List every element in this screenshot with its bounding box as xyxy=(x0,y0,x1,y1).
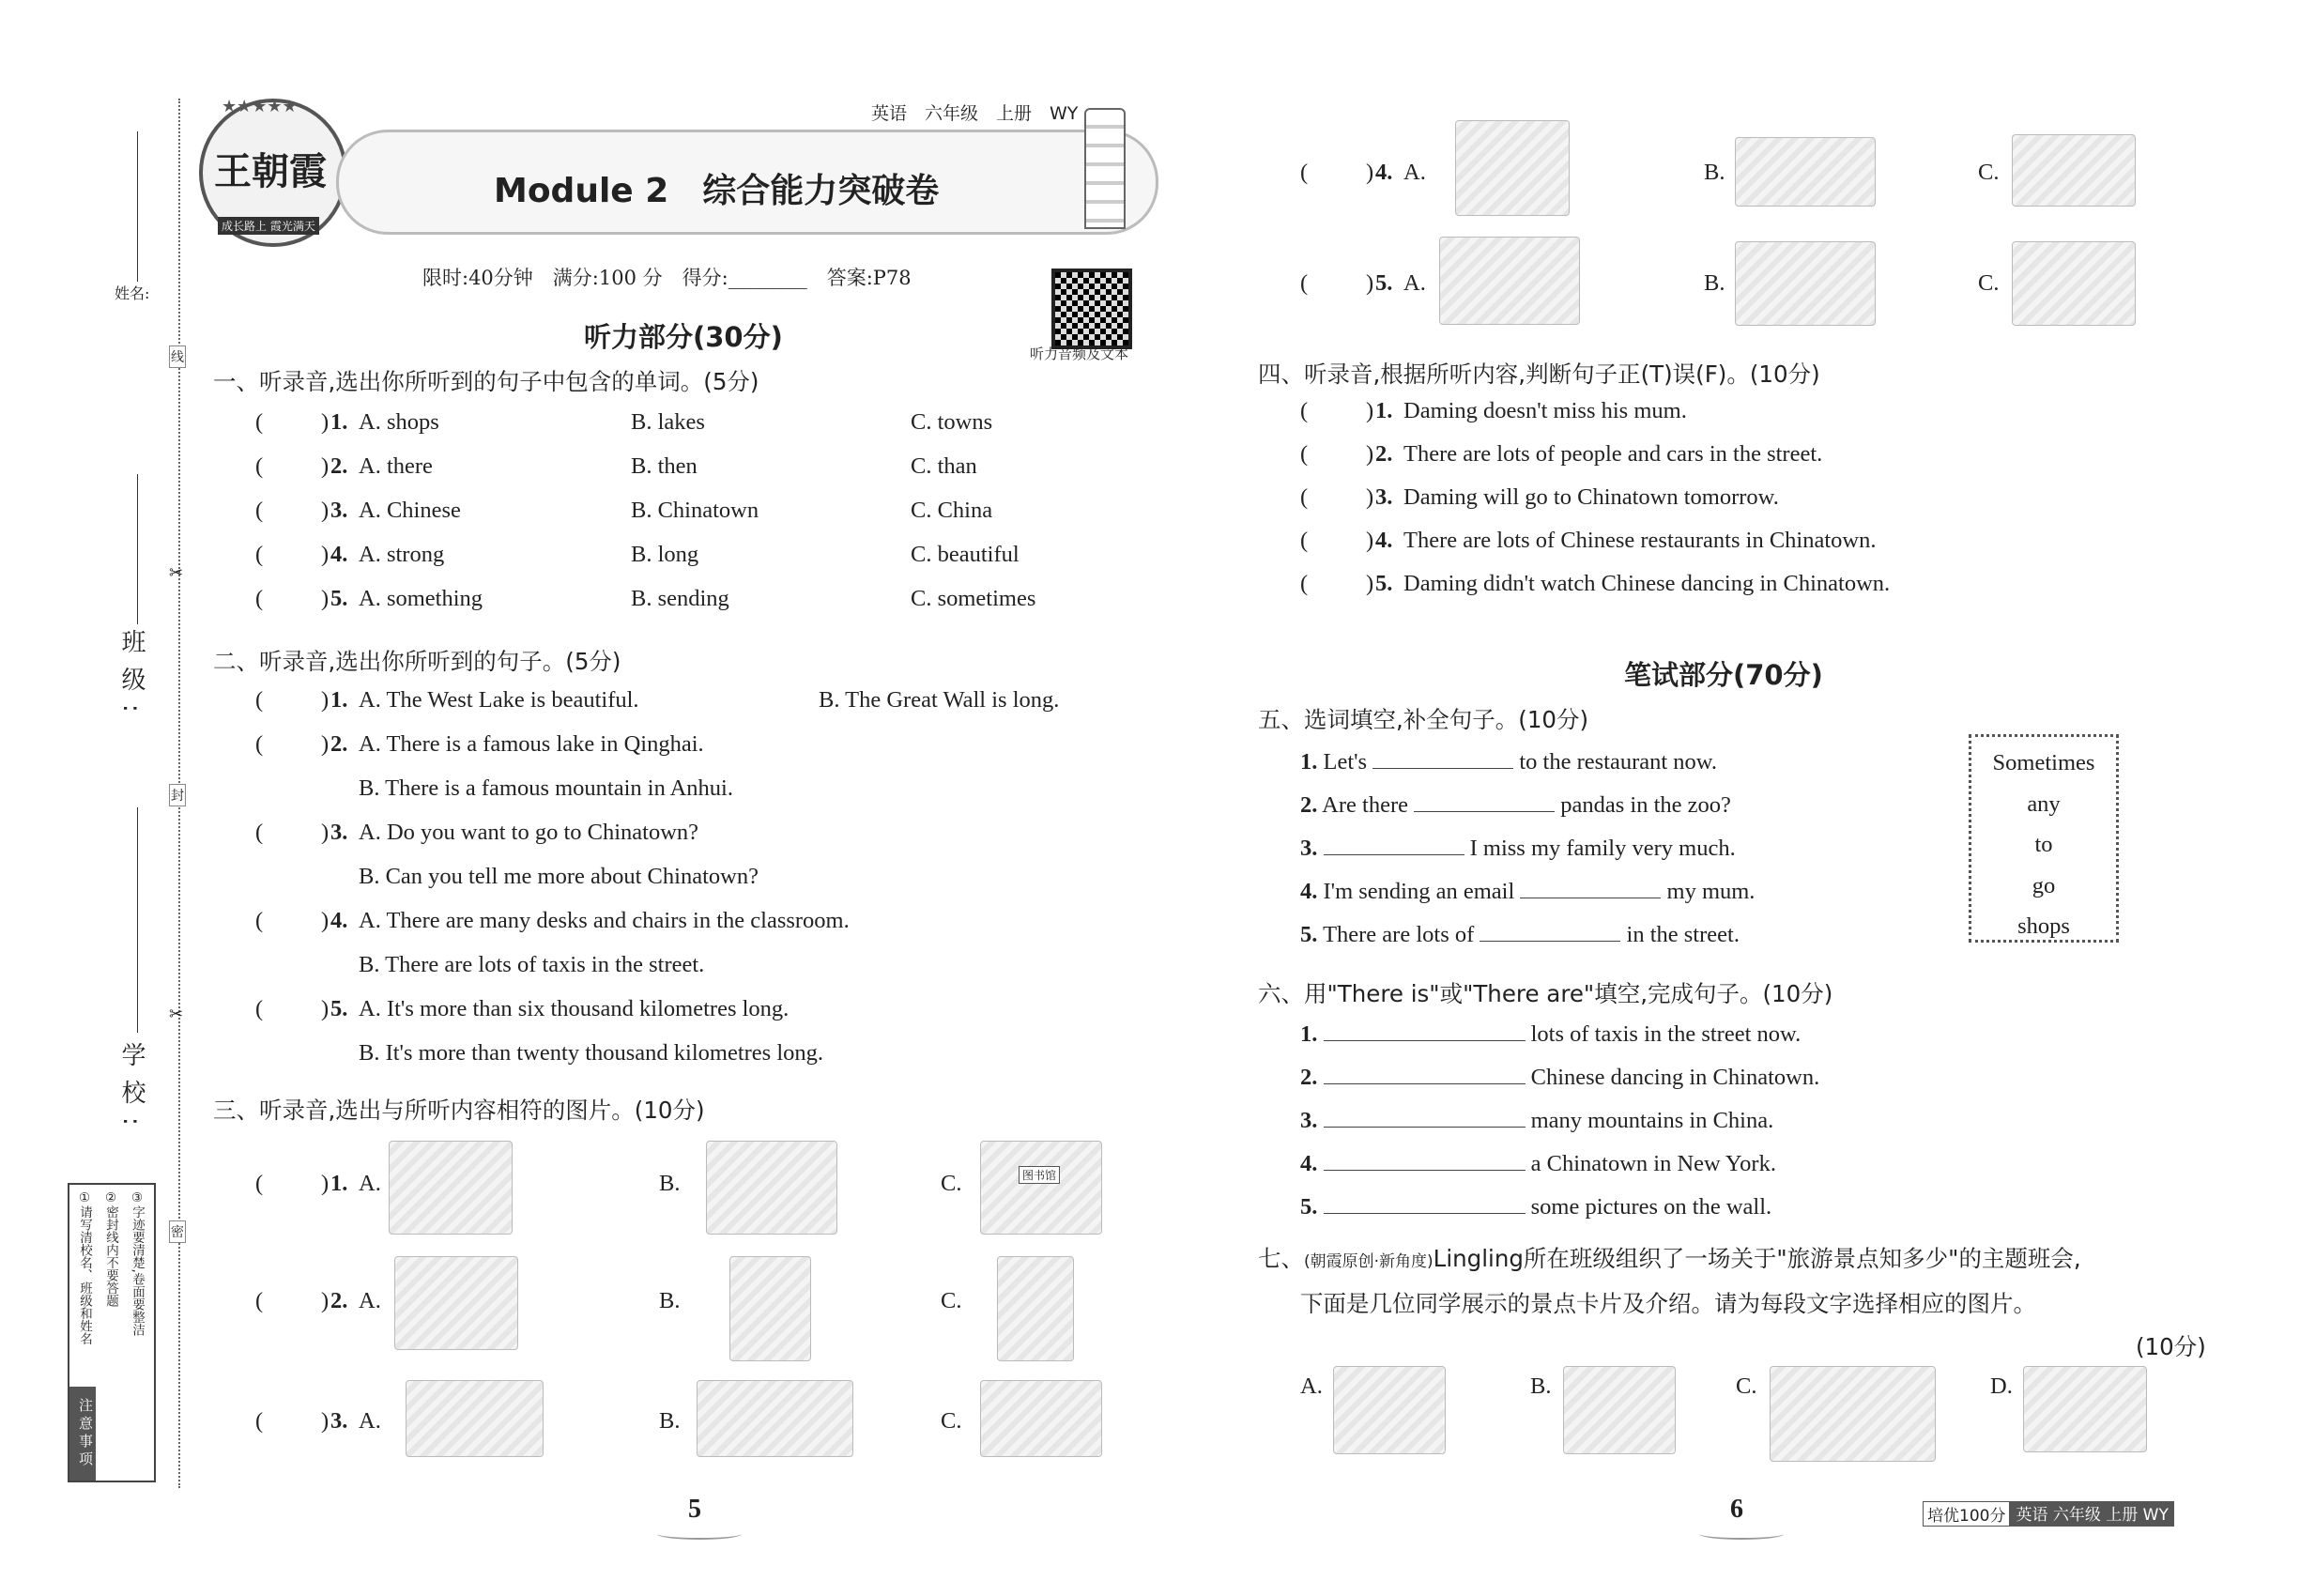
s4-items xyxy=(1300,398,2126,614)
q-num: 3. xyxy=(1300,836,1318,861)
q-num: 2. xyxy=(330,453,348,479)
sentence-end: a Chinatown in New York. xyxy=(1530,1151,1776,1176)
s1-row-1: ( ) 1. A. shops B. lakes C. towns xyxy=(255,409,993,435)
badge-meta: 英语 六年级 上册 WY xyxy=(2010,1501,2173,1527)
statement: Daming doesn't miss his mum. xyxy=(1403,398,1687,423)
q-num: 1. xyxy=(1300,749,1318,775)
name-label: 姓名: xyxy=(115,284,150,302)
option-b: B. lakes xyxy=(631,409,705,435)
name-line[interactable] xyxy=(137,131,138,282)
fill-item xyxy=(1300,1194,1957,1237)
q-num: 2. xyxy=(1300,792,1318,818)
option-b: B. then xyxy=(631,453,698,479)
beach-picture[interactable] xyxy=(1455,120,1570,216)
sentence-end: some pictures on the wall. xyxy=(1530,1194,1772,1220)
tf-item: ( ) 3. Daming will go to Chinatown tomorrow. xyxy=(1300,484,1779,510)
tf-item: ( ) 2. There are lots of people and cars in the street. xyxy=(1300,441,1823,467)
q-num: 5. xyxy=(330,996,348,1021)
q-num: 2. xyxy=(330,731,348,757)
word-bank-item: go xyxy=(2032,872,2056,898)
q-num: 5. xyxy=(1300,922,1318,947)
s1-row-2: ( ) 2. A. there B. then C. than xyxy=(255,453,977,479)
option-b-label: B. xyxy=(1530,1373,1552,1399)
word-bank-item: shops xyxy=(2017,913,2070,939)
city-skyline-picture[interactable] xyxy=(2012,134,2136,207)
answer-paren[interactable]: ( xyxy=(1300,571,1309,596)
tf-item: ( ) 4. There are lots of Chinese restaurants in Chinatown. xyxy=(1300,528,1877,553)
tower-bridge-picture[interactable] xyxy=(697,1380,853,1457)
brand-logo xyxy=(199,99,347,247)
notice-title: 注意事项 xyxy=(69,1387,96,1481)
dash-char-1: 线 xyxy=(169,345,186,368)
option-c: C. China xyxy=(911,498,993,523)
s2-q2: ( ) 2. A. There is a famous lake in Qinghai. B. There is a famous mountain in Anhui. xyxy=(255,731,733,801)
dash-char-3: 密 xyxy=(169,1220,186,1243)
palace-picture[interactable] xyxy=(406,1380,544,1457)
fill-item xyxy=(1300,922,1910,965)
option-a: A. It's more than six thousand kilometres long. xyxy=(359,996,790,1021)
footer-badge xyxy=(1923,1501,2174,1527)
s7-options xyxy=(1300,1366,2145,1469)
option-c-label: C. xyxy=(1736,1373,1757,1399)
option-a-label: A. xyxy=(359,1408,381,1434)
option-c-label: C. xyxy=(1978,270,2000,296)
binding-margin xyxy=(0,0,188,1596)
s2-q1: ( ) 1. A. The West Lake is beautiful. B. The Great Wall is long. xyxy=(255,687,1060,713)
q-num: 1. xyxy=(1375,398,1393,423)
q-num: 4. xyxy=(330,542,348,567)
answer-blank[interactable] xyxy=(1520,879,1661,898)
option-a-label: A. xyxy=(1300,1373,1323,1399)
answer-blank[interactable] xyxy=(1324,1151,1526,1171)
answer-paren[interactable]: ( xyxy=(255,687,264,713)
class-line[interactable] xyxy=(137,474,138,624)
option-c-label: C. xyxy=(941,1288,962,1313)
answer-paren[interactable]: ( xyxy=(255,820,264,845)
option-c: C. than xyxy=(911,453,977,479)
s6-items xyxy=(1300,1021,1957,1237)
option-a-label: A. xyxy=(359,1288,381,1313)
q-num: 3. xyxy=(330,498,348,523)
answer-paren[interactable]: ( xyxy=(1300,160,1309,185)
answer-blank[interactable] xyxy=(1480,922,1620,942)
word-bank-item: any xyxy=(2027,790,2061,817)
notice-line-2: ②密封线内不要答题 xyxy=(103,1190,118,1307)
answer-blank[interactable] xyxy=(1372,749,1513,769)
option-c: C. beautiful xyxy=(911,542,1020,567)
answer-blank[interactable] xyxy=(1324,1065,1526,1084)
class-label: 班级: xyxy=(117,629,146,726)
statement: There are lots of people and cars in the street. xyxy=(1403,441,1823,467)
s3-row-4: ( ) 4. A. B. C. xyxy=(1300,120,2164,223)
s2-q3: ( ) 3. A. Do you want to go to Chinatown? B. Can you tell me more about Chinatown? xyxy=(255,820,759,889)
scissor-icon: ✂ xyxy=(169,563,184,583)
page-number-right: 6 xyxy=(1730,1495,1743,1524)
office-picture[interactable] xyxy=(706,1141,837,1235)
option-a: A. something xyxy=(359,586,483,611)
classroom-picture[interactable] xyxy=(389,1141,513,1235)
statement: Daming didn't watch Chinese dancing in Chinatown. xyxy=(1403,571,1891,596)
s2-q4: ( ) 4. A. There are many desks and chairs in the classroom. B. There are lots of taxis in the street. xyxy=(255,908,850,977)
option-c-label: C. xyxy=(941,1171,962,1196)
answer-paren[interactable]: ( xyxy=(1300,398,1309,423)
q-num: 1. xyxy=(330,687,348,713)
sentence-start: There are lots of xyxy=(1323,922,1475,947)
sentence-end: pandas in the zoo? xyxy=(1560,792,1731,818)
q-num: 1. xyxy=(330,1171,348,1196)
q-num: 1. xyxy=(330,409,348,435)
star-icons: ★★★★★ xyxy=(222,97,298,116)
option-d-label: D. xyxy=(1990,1373,2013,1399)
statement: There are lots of Chinese restaurants in Chinatown. xyxy=(1403,528,1877,553)
scenic-picture-b[interactable] xyxy=(1563,1366,1676,1454)
qr-code[interactable] xyxy=(1051,269,1132,349)
answer-paren[interactable]: ( xyxy=(255,731,264,757)
option-b: B. Chinatown xyxy=(631,498,759,523)
sentence-end: my mum. xyxy=(1666,879,1756,904)
sentence-end: in the street. xyxy=(1626,922,1740,947)
section-2-heading: 二、听录音,选出你所听到的句子。(5分) xyxy=(213,648,621,675)
answer-blank[interactable] xyxy=(1324,836,1464,855)
section-7-score: (10分) xyxy=(2136,1333,2206,1360)
option-a: A. Chinese xyxy=(359,498,461,523)
scenic-picture-d[interactable] xyxy=(2023,1366,2147,1452)
q-num: 4. xyxy=(1300,879,1318,904)
word-bank-item: Sometimes xyxy=(1992,750,2095,775)
answer-paren[interactable]: ( xyxy=(1300,270,1309,296)
option-a-label: A. xyxy=(1403,270,1426,296)
option-a: A. There is a famous lake in Qinghai. xyxy=(359,731,704,757)
s1-row-3: ( ) 3. A. Chinese B. Chinatown C. China xyxy=(255,498,993,523)
tf-item: ( ) 1. Daming doesn't miss his mum. xyxy=(1300,398,1687,423)
q-num: 3. xyxy=(330,1408,348,1434)
word-bank-item: to xyxy=(2034,832,2053,857)
section-7-tag: (朝霞原创·新角度) xyxy=(1304,1252,1434,1271)
answer-paren[interactable]: ( xyxy=(255,453,264,479)
school-label: 学校: xyxy=(117,1042,146,1139)
option-a: A. There are many desks and chairs in the classroom. xyxy=(359,908,850,933)
q-num: 5. xyxy=(1375,270,1393,296)
sentence-end: lots of taxis in the street now. xyxy=(1530,1021,1802,1047)
answer-blank[interactable] xyxy=(1414,792,1555,812)
q-num: 4. xyxy=(1375,528,1393,553)
section-3-heading: 三、听录音,选出与所听内容相符的图片。(10分) xyxy=(213,1097,705,1124)
option-a-label: A. xyxy=(359,1171,381,1196)
section-7-line2: 下面是几位同学展示的景点卡片及介绍。请为每段文字选择相应的图片。 xyxy=(1300,1290,2036,1317)
option-a: A. The West Lake is beautiful. xyxy=(359,687,639,713)
s3-row-1: ( ) 1. A. B. C. 图书馆 xyxy=(255,1141,1119,1244)
s1-rows xyxy=(255,409,1100,630)
answer-paren[interactable]: ( xyxy=(255,908,264,933)
q-num: 4. xyxy=(330,908,348,933)
q-num: 5. xyxy=(1375,571,1393,596)
option-c-label: C. xyxy=(941,1408,962,1434)
logo-text: 王朝霞 xyxy=(214,149,327,193)
option-b: B. There are lots of taxis in the street. xyxy=(359,952,705,977)
library-sign: 图书馆 xyxy=(1019,1166,1060,1184)
s3-row-3: ( ) 3. A. B. C. xyxy=(255,1380,1119,1474)
sentence-start: I'm sending an email xyxy=(1323,879,1515,904)
option-b-label: B. xyxy=(1704,270,1725,296)
page-title: Module 2 综合能力突破卷 xyxy=(494,172,940,210)
fill-item xyxy=(1300,879,1910,922)
word-bank xyxy=(1969,734,2119,943)
sentence-end: I miss my family very much. xyxy=(1469,836,1736,861)
sentence-start: Are there xyxy=(1322,792,1408,818)
scenic-picture-a[interactable] xyxy=(1333,1366,1446,1454)
answer-paren[interactable]: ( xyxy=(1300,484,1309,510)
option-b-label: B. xyxy=(1704,160,1725,185)
fill-item xyxy=(1300,836,1910,879)
q-num: 4. xyxy=(1300,1151,1318,1176)
lighthouse-icon xyxy=(1084,108,1126,229)
option-b-label: B. xyxy=(659,1171,681,1196)
option-c: C. towns xyxy=(911,409,993,435)
answer-paren[interactable]: ( xyxy=(1300,441,1309,467)
q-num: 2. xyxy=(330,1288,348,1313)
fill-item xyxy=(1300,1151,1957,1194)
page-swoosh xyxy=(657,1528,742,1540)
option-c-label: C. xyxy=(1978,160,2000,185)
option-a: A. strong xyxy=(359,542,445,567)
school-line[interactable] xyxy=(137,807,138,1033)
answer-paren[interactable]: ( xyxy=(255,409,264,435)
street-picture[interactable] xyxy=(394,1256,518,1350)
answer-blank[interactable] xyxy=(1324,1021,1526,1041)
answer-paren[interactable]: ( xyxy=(1300,528,1309,553)
library-picture[interactable] xyxy=(980,1141,1102,1235)
qr-caption: 听力音频及文本 xyxy=(1030,345,1129,362)
option-a: A. shops xyxy=(359,409,439,435)
page-swoosh xyxy=(1699,1528,1784,1540)
mountains-picture[interactable] xyxy=(1735,137,1876,207)
fill-item xyxy=(1300,1021,1957,1065)
q-num: 5. xyxy=(330,586,348,611)
page-number-left: 5 xyxy=(688,1495,701,1524)
section-5-heading: 五、选词填空,补全句子。(10分) xyxy=(1258,706,1589,733)
q-num: 2. xyxy=(1300,1065,1318,1090)
option-b-label: B. xyxy=(659,1288,681,1313)
section-7-line1: Lingling所在班级组织了一场关于"旅游景点知多少"的主题班会, xyxy=(1433,1245,2081,1272)
logo-slogan: 成长路上 霞光满天 xyxy=(218,217,319,235)
answer-blank[interactable] xyxy=(1324,1108,1526,1128)
notice-line-1: ①请写清校名、班级和姓名 xyxy=(77,1190,92,1345)
option-a-label: A. xyxy=(1403,160,1426,185)
statement: Daming will go to Chinatown tomorrow. xyxy=(1403,484,1779,510)
option-b: B. The Great Wall is long. xyxy=(819,687,1060,713)
option-b: B. long xyxy=(631,542,699,567)
section-7-prefix: 七、 xyxy=(1258,1245,1304,1272)
answer-paren[interactable]: ( xyxy=(255,586,264,611)
q-num: 4. xyxy=(1375,160,1393,185)
option-b: B. Can you tell me more about Chinatown? xyxy=(359,864,759,889)
fill-item xyxy=(1300,749,1910,792)
scissor-icon: ✂ xyxy=(169,1005,184,1024)
s2-q5: ( ) 5. A. It's more than six thousand kilometres long. B. It's more than twenty thousand kilometres long. xyxy=(255,996,824,1066)
answer-blank[interactable] xyxy=(1324,1194,1526,1214)
q-num: 2. xyxy=(1375,441,1393,467)
q-num: 1. xyxy=(1300,1021,1318,1047)
notice-line-3: ③字迹要清楚,卷面要整洁 xyxy=(130,1190,145,1337)
s3-row-5: ( ) 5. A. B. C. xyxy=(1300,237,2164,330)
chinatown-picture[interactable] xyxy=(1735,241,1876,326)
option-b-label: B. xyxy=(659,1408,681,1434)
village-picture[interactable] xyxy=(2012,241,2136,326)
tf-item: ( ) 5. Daming didn't watch Chinese dancing in Chinatown. xyxy=(1300,571,1891,596)
title-banner xyxy=(336,130,1158,235)
dash-char-2: 封 xyxy=(169,784,186,806)
s1-row-5: ( ) 5. A. something B. sending C. sometimes xyxy=(255,586,1036,611)
answer-paren[interactable]: ( xyxy=(255,542,264,567)
sentence-end: to the restaurant now. xyxy=(1519,749,1718,775)
section-6-heading: 六、用"There is"或"There are"填空,完成句子。(10分) xyxy=(1258,980,1833,1007)
option-b: B. It's more than twenty thousand kilometres long. xyxy=(359,1040,824,1066)
girl-picture[interactable] xyxy=(729,1256,811,1361)
answer-paren[interactable]: ( xyxy=(255,498,264,523)
writing-title: 笔试部分(70分) xyxy=(1624,659,1823,691)
answer-paren[interactable]: ( xyxy=(255,1171,264,1196)
option-a: A. there xyxy=(359,453,433,479)
option-b: B. sending xyxy=(631,586,729,611)
q-num: 5. xyxy=(1300,1194,1318,1220)
singing-girl-picture[interactable] xyxy=(997,1256,1074,1361)
fill-item xyxy=(1300,792,1910,836)
sentence-start: Let's xyxy=(1323,749,1368,775)
s2-items xyxy=(255,687,1138,1084)
answer-paren[interactable]: ( xyxy=(255,1408,264,1434)
q-num: 3. xyxy=(1375,484,1393,510)
traffic-picture[interactable] xyxy=(1439,237,1580,325)
answer-paren[interactable]: ( xyxy=(255,996,264,1021)
s1-row-4: ( ) 4. A. strong B. long C. beautiful xyxy=(255,542,1020,567)
option-c: C. sometimes xyxy=(911,586,1036,611)
answer-paren[interactable]: ( xyxy=(255,1288,264,1313)
listening-title: 听力部分(30分) xyxy=(584,321,783,353)
section-1-heading: 一、听录音,选出你所听到的句子中包含的单词。(5分) xyxy=(213,368,759,395)
q-num: 3. xyxy=(330,820,348,845)
option-a: A. Do you want to go to Chinatown? xyxy=(359,820,699,845)
header-meta: 英语 六年级 上册 WY xyxy=(871,103,1079,124)
option-b: B. There is a famous mountain in Anhui. xyxy=(359,775,733,801)
exam-info: 限时:40分钟 满分:100 分 得分:________ 答案:P78 xyxy=(422,267,912,289)
great-wall-picture[interactable] xyxy=(980,1380,1102,1457)
sentence-end: many mountains in China. xyxy=(1530,1108,1774,1133)
section-4-heading: 四、听录音,根据所听内容,判断句子正(T)误(F)。(10分) xyxy=(1258,361,1820,388)
s5-items xyxy=(1300,749,1910,965)
badge-label: 培优100分 xyxy=(1923,1501,2010,1527)
fill-item xyxy=(1300,1108,1957,1151)
sentence-end: Chinese dancing in Chinatown. xyxy=(1530,1065,1820,1090)
scenic-picture-c[interactable] xyxy=(1770,1366,1936,1462)
q-num: 3. xyxy=(1300,1108,1318,1133)
fill-item xyxy=(1300,1065,1957,1108)
notice-box xyxy=(68,1183,156,1482)
s3-row-2: ( ) 2. A. B. C. xyxy=(255,1256,1119,1359)
section-7-heading xyxy=(1258,1241,2225,1274)
